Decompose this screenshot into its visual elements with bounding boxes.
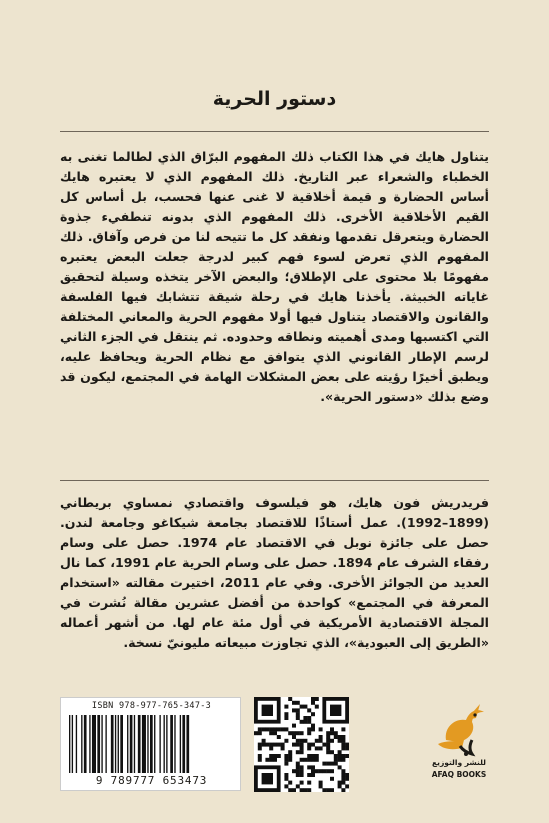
description-paragraph: يتناول هايك في هذا الكتاب ذلك المفهوم البرّاق الذي لطالما تغنى به الخطباء والشعراء عبر التاريخ. ذلك المفهوم الذي لا يعتبره هايك أساس الحضارة و قيمة أخلاقية لا غنى عنها فحسب، بل أساس كل القيم الأخلاقية الأخرى. ذلك المفهوم الذي بدونه تنطفيء جذوة الحضارة ويتعرقل تقدمها ونفقد كل ما تتيحه لنا من فرص وآفاق. ذلك المفهوم الذي تعرض لسوء فهم كبير لدرجة جعلت البعض يعتبره مفهومًا بلا محتوى على الإطلاق؛ والبعض الآخر يتخذه وسيلة لتحقيق غاياته الخبيثة. يأخذنا هايك في رحلة شيقة تتشابك فيها الفلسفة والقانون والاقتصاد يتناول فيها أولا مفهوم الحرية والمعاني المختلفة التي اكتسبها ومدى أهميته ونطاقه وحدوده. ثم ينتقل في الجزء الثاني لرسم الإطار القانوني الذي يتوافق مع نظام الحرية ويحافظ عليه، ويطبق أخيرًا رؤيته على بعض المشكلات الهامة في المجتمع، ليكون قد وضع بذلك «دستور الحرية». (60, 149, 489, 404)
book-title: دستور الحرية (212, 88, 337, 110)
publisher-logo (426, 700, 492, 779)
isbn-label: ISBN 978-977-765-347-3 (91, 701, 212, 711)
section-divider (60, 480, 489, 481)
publisher-name-ar: للنشر والتوزيع (432, 758, 486, 767)
qr-code (254, 697, 349, 792)
barcode-bars (67, 715, 236, 773)
author-bio-paragraph: فريدريش فون هايك، هو فيلسوف واقتصادي نمساوي بريطاني (1899–1992). عمل أستاذًا للاقتصاد بجامعة شيكاغو وجامعة لندن. حصل على جائزة نوبل في الاقتصاد عام 1974. حصل على وسام رفقاء الشرف عام 1894. حصل على وسام الحرية عام 1991، كما نال العديد من الجوائز الأخرى. وفي عام 2011، اختيرت مقالته «استخدام المعرفة في المجتمع» كواحدة من أفضل عشرين مقالة نُشرت في المجلة الاقتصادية الأمريكية في أول مئة عام لها. من أشهر أعماله «الطريق إلى العبودية»، الذي تجاوزت مبيعاته مليونيّ نسخة. (60, 495, 490, 650)
title-divider-top (60, 131, 489, 132)
publisher-name-en: AFAQ BOOKS (431, 770, 487, 779)
bird-icon (426, 700, 492, 758)
isbn-barcode (60, 697, 241, 791)
barcode-digits: 9 789777 653473 (95, 774, 208, 787)
